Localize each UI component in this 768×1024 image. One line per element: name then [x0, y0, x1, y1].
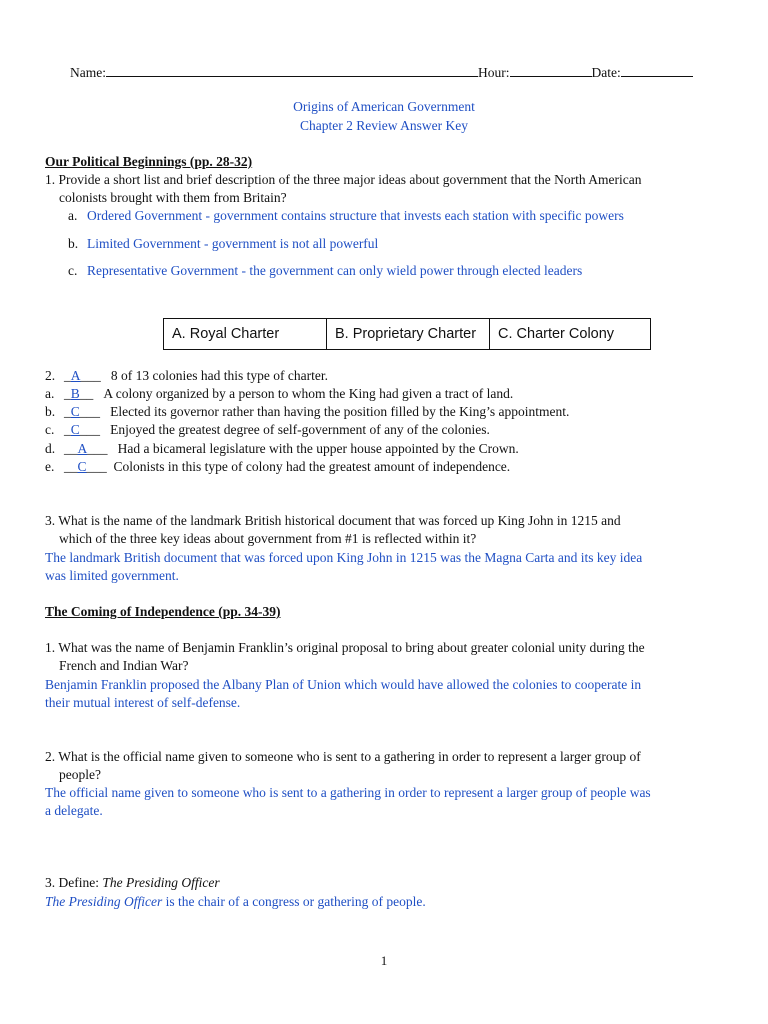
question-text — [45, 875, 220, 891]
list-marker: e. — [45, 459, 55, 474]
answer-item — [68, 263, 582, 279]
answer-item — [68, 236, 378, 252]
answer-text: Representative Government - the government can only wield power through elected leaders — [87, 263, 583, 278]
hour-label: Hour: — [478, 65, 510, 80]
answer-text: Ordered Government - government contains structure that invests each station with specific powers — [87, 208, 624, 223]
question-text: French and Indian War? — [59, 658, 189, 673]
fill-answer: A — [77, 441, 88, 456]
fill-answer: C — [70, 422, 80, 437]
blank-underscore: _ — [64, 386, 71, 401]
blank-underscore: _ — [64, 368, 71, 383]
fill-in-item — [45, 459, 510, 475]
fill-answer: A — [70, 368, 81, 383]
doc-title: Origins of American Government — [293, 99, 475, 114]
answer-term: The Presiding Officer — [45, 894, 163, 909]
fill-answer: C — [77, 459, 87, 474]
fill-in-item — [45, 404, 569, 420]
fill-in-item — [45, 386, 513, 402]
doc-subtitle: Chapter 2 Review Answer Key — [300, 118, 468, 133]
answer-text: was limited government. — [45, 568, 179, 583]
blank-underscore: ___ — [86, 459, 107, 474]
blank-underscore: __ — [79, 386, 94, 401]
date-label: Date: — [591, 65, 621, 80]
item-text: Enjoyed the greatest degree of self-government of any of the colonies. — [110, 422, 490, 437]
section-heading-coming-of-independence: The Coming of Independence (pp. 34-39) — [45, 604, 281, 619]
fill-in-item — [45, 368, 328, 384]
question-text: which of the three key ideas about government from #1 is reflected within it? — [59, 531, 477, 546]
list-marker: b. — [68, 236, 79, 251]
question-text: colonists brought with them from Britain? — [59, 190, 287, 205]
blank-underscore: _ — [64, 422, 71, 437]
blank-underscore: _ — [64, 404, 71, 419]
blank-underscore: ___ — [80, 368, 101, 383]
table-cell: A. Royal Charter — [164, 319, 327, 350]
list-marker: 2. — [45, 368, 56, 383]
item-text: 8 of 13 colonies had this type of charter. — [110, 368, 328, 383]
charter-types-table — [163, 318, 651, 350]
table-row — [164, 319, 651, 350]
fill-in-item — [45, 422, 490, 438]
blank-underscore: ___ — [79, 422, 101, 437]
question-text: 3. What is the name of the landmark British historical document that was forced up King John in 1215 and — [45, 513, 621, 528]
fill-in-item — [45, 441, 519, 457]
answer-text: their mutual interest of self-defense. — [45, 695, 241, 710]
table-cell: C. Charter Colony — [490, 319, 651, 350]
question-text: people? — [59, 767, 101, 782]
question-text: 1. What was the name of Benjamin Franklin’s original proposal to bring about greater colonial unity during the — [45, 640, 645, 655]
defined-term: The Presiding Officer — [102, 875, 220, 890]
answer-text — [45, 894, 426, 910]
name-label: Name: — [70, 65, 106, 80]
question-text: 2. What is the official name given to someone who is sent to a gathering in order to represent a larger group of — [45, 749, 641, 764]
answer-item — [68, 208, 624, 224]
answer-text: Benjamin Franklin proposed the Albany Plan of Union which would have allowed the colonies to cooperate in — [45, 677, 642, 692]
blank-underscore: ___ — [87, 441, 108, 456]
section-heading-political-beginnings: Our Political Beginnings (pp. 28-32) — [45, 154, 253, 169]
blank-underscore: __ — [64, 441, 78, 456]
question-text: 1. Provide a short list and brief description of the three major ideas about government that the North American — [45, 172, 642, 187]
list-marker: d. — [45, 441, 56, 456]
item-text: Had a bicameral legislature with the upper house appointed by the Crown. — [117, 441, 519, 456]
answer-text: Limited Government - government is not all powerful — [87, 236, 379, 251]
question-prefix: 3. Define: — [45, 875, 103, 890]
hour-blank[interactable] — [510, 63, 592, 77]
fill-answer: B — [70, 386, 80, 401]
blank-underscore: __ — [64, 459, 78, 474]
item-text: A colony organized by a person to whom the King had given a tract of land. — [103, 386, 514, 401]
table-cell: B. Proprietary Charter — [327, 319, 490, 350]
item-text: Colonists in this type of colony had the greatest amount of independence. — [113, 459, 511, 474]
list-marker: a. — [45, 386, 55, 401]
list-marker: a. — [68, 208, 78, 223]
answer-text: The official name given to someone who is sent to a gathering in order to represent a larger group of people was — [45, 785, 651, 800]
fill-answer: C — [70, 404, 80, 419]
answer-text: a delegate. — [45, 803, 103, 818]
item-text: Elected its governor rather than having the position filled by the King’s appointment. — [110, 404, 570, 419]
answer-rest: is the chair of a congress or gathering of people. — [162, 894, 426, 909]
name-blank[interactable] — [106, 63, 478, 77]
blank-underscore: ___ — [79, 404, 101, 419]
date-blank[interactable] — [621, 63, 693, 77]
page-number: 1 — [380, 953, 388, 968]
answer-text: The landmark British document that was forced upon King John in 1215 was the Magna Carta and its key idea — [45, 550, 643, 565]
header-line — [70, 63, 693, 81]
list-marker: c. — [68, 263, 78, 278]
list-marker: b. — [45, 404, 56, 419]
list-marker: c. — [45, 422, 55, 437]
